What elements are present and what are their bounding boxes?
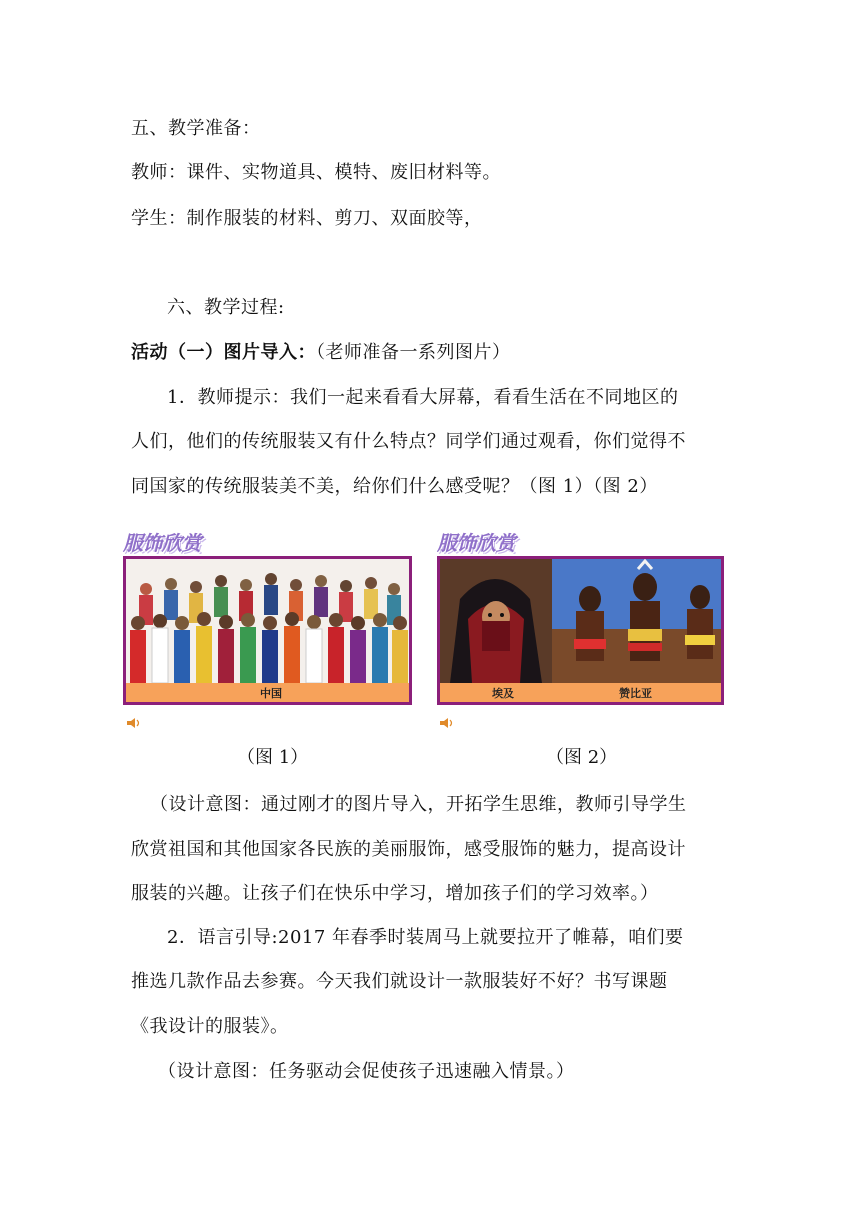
paragraph-2-line-2: 推选几款作品去参赛。今天我们就设计一款服装好不好？书写课题	[131, 971, 668, 992]
paragraph-1-line-2: 人们，他们的传统服装又有什么特点？同学们通过观看，你们觉得不	[131, 431, 686, 452]
figure-1-caption: 中国	[260, 687, 282, 700]
process-heading: 六、教学过程:	[167, 297, 285, 318]
activity-title: 活动（一）图片导入：	[131, 342, 316, 363]
figure-2-image	[437, 556, 724, 705]
activity-heading	[131, 341, 511, 365]
design-note-1-line-2: 欣赏祖国和其他国家各民族的美丽服饰，感受服饰的魅力，提高设计	[131, 839, 686, 860]
activity-note: （老师准备一系列图片）	[316, 342, 511, 363]
paragraph-1-line-1: 1．教师提示：我们一起来看看大屏幕，看看生活在不同地区的	[167, 387, 679, 408]
prep-student: 学生：制作服装的材料、剪刀、双面胶等，	[131, 208, 483, 229]
figure-2-caption-left: 埃及	[492, 687, 514, 700]
paragraph-1-line-3: 同国家的传统服装美不美，给你们什么感受呢？（图 1）（图 2）	[131, 476, 658, 497]
figure-2-speaker-icon[interactable]	[440, 717, 454, 729]
design-note-1-line-1: （设计意图：通过刚才的图片导入，开拓学生思维，教师引导学生	[150, 794, 687, 815]
figure-2-photo	[440, 559, 721, 683]
figure-1-slide-title: 服饰欣赏	[123, 531, 201, 555]
figure-1-speaker-icon[interactable]	[127, 717, 141, 729]
figure-2-caption-bar	[440, 683, 721, 702]
figure-1-caption-bar	[126, 683, 409, 702]
figure-1-label: （图 1）	[237, 747, 309, 768]
design-note-1-line-3: 服装的兴趣。让孩子们在快乐中学习，增加孩子们的学习效率。）	[131, 883, 659, 904]
prep-heading: 五、教学准备：	[131, 118, 261, 139]
paragraph-2-line-1: 2．语言引导:2017 年春季时装周马上就要拉开了帷幕，咱们要	[167, 927, 684, 948]
figure-2-label: （图 2）	[546, 747, 618, 768]
paragraph-2-line-3: 《我设计的服装》。	[131, 1016, 289, 1037]
figure-2-caption-right: 赞比亚	[619, 687, 652, 700]
figure-2-slide-title: 服饰欣赏	[437, 531, 515, 555]
prep-teacher: 教师：课件、实物道具、模特、废旧材料等。	[131, 162, 501, 183]
figure-1-image	[123, 556, 412, 705]
design-note-2: （设计意图：任务驱动会促使孩子迅速融入情景。）	[158, 1061, 575, 1082]
figure-1-photo	[126, 559, 409, 683]
